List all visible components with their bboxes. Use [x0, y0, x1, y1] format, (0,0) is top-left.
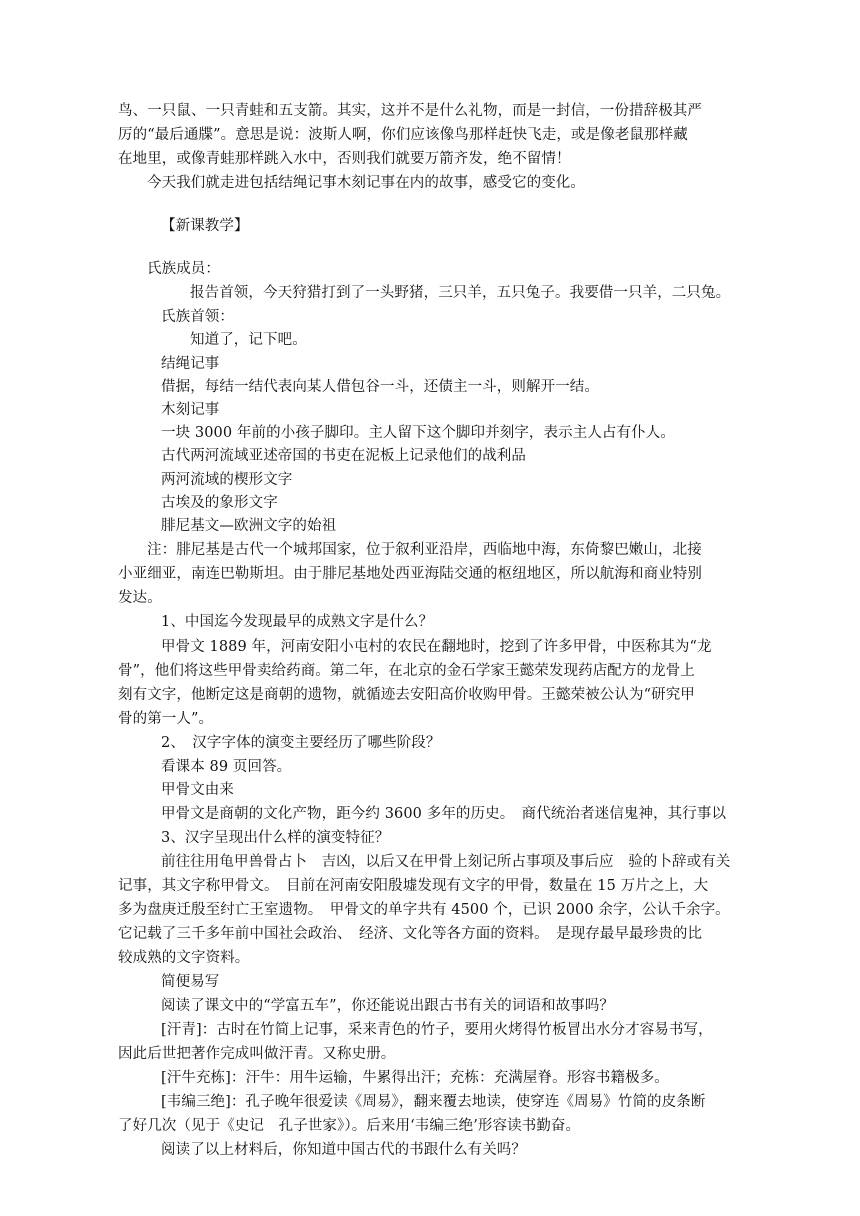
question-line: 1、中国迄今发现最早的成熟文字是什么？	[161, 614, 434, 630]
paragraph-line: 骨”，他们将这些甲骨卖给药商。第二年，在北京的金石学家王懿荣发现药店配方的龙骨上	[118, 663, 695, 679]
paragraph-line: 借据，每结一结代表向某人借包谷一斗，还债主一斗，则解开一结。	[161, 379, 599, 395]
paragraph-line: 多为盘庚迁殷至纣亡王室遗物。 甲骨文的单字共有 4500 个，已识 2000 余字，公认千余字。	[118, 902, 730, 918]
paragraph-line: 刻有文字，他断定这是商朝的遗物，就循迹去安阳高价收购甲骨。王懿荣被公认为“研究甲	[118, 687, 695, 703]
question-line: 阅读了以上材料后，你知道中国古代的书跟什么有关吗？	[161, 1142, 526, 1158]
note-line: 注：腓尼基是古代一个城邦国家，位于叙利亚沿岸，西临地中海，东倚黎巴嫩山，北接	[147, 542, 702, 558]
paragraph-line: 记事，其文字称甲骨文。 目前在河南安阳殷墟发现有文字的甲骨，数量在 15 万片之上，大	[118, 878, 709, 894]
paragraph-line: 一块 3000 年前的小孩子脚印。主人留下这个脚印并刻字，表示主人占有仆人。	[161, 425, 675, 441]
paragraph-line: 厉的“最后通牒”。意思是说：波斯人啊，你们应该像鸟那样赶快飞走，或是像老鼠那样藏	[118, 127, 688, 143]
paragraph-line: [韦编三绝]：孔子晚年很爱读《周易》，翻来覆去地读，使穿连《周易》竹简的皮条断	[161, 1094, 706, 1110]
paragraph-line: 骨的第一人”。	[118, 711, 214, 727]
paragraph-line: 看课本 89 页回答。	[161, 759, 292, 775]
section-heading: 【新课教学】	[161, 218, 249, 234]
paragraph-line: 鸟、一只鼠、一只青蛙和五支箭。其实，这并不是什么礼物，而是一封信，一份措辞极其严	[118, 103, 702, 119]
paragraph-line: 腓尼基文—欧洲文字的始祖	[161, 518, 337, 534]
topic-heading: 结绳记事	[161, 356, 220, 372]
question-line: 3、汉字呈现出什么样的演变特征？	[161, 830, 390, 846]
topic-heading: 甲骨文由来	[161, 782, 234, 798]
paragraph-line: 阅读了课文中的“学富五车”，你还能说出跟古书有关的词语和故事吗？	[161, 998, 615, 1014]
paragraph-line: 它记载了三千多年前中国社会政治、 经济、文化等各方面的资料。 是现存最早最珍贵的比	[118, 926, 703, 942]
dialogue-line: 报告首领，今天狩猎打到了一头野猪，三只羊，五只兔子。我要借一只羊，二只兔。	[190, 285, 731, 301]
paragraph-line: 古埃及的象形文字	[161, 495, 278, 511]
paragraph-line: 今天我们就走进包括结绳记事木刻记事在内的故事，感受它的变化。	[147, 175, 585, 191]
paragraph-line: 在地里，或像青蛙那样跳入水中，否则我们就要万箭齐发，绝不留情！	[118, 151, 571, 167]
note-line: 发达。	[118, 590, 162, 606]
question-line: 2、 汉字字体的演变主要经历了哪些阶段？	[161, 735, 441, 751]
paragraph-line: 前往往用龟甲兽骨占卜 吉凶，以后又在甲骨上刻记所占事项及事后应 验的卜辞或有关	[161, 854, 731, 870]
paragraph-line: 甲骨文是商朝的文化产物，距今约 3600 多年的历史。 商代统治者迷信鬼神，其行事以	[161, 806, 727, 822]
topic-heading: 简便易写	[161, 974, 220, 990]
note-line: 小亚细亚，南连巴勒斯坦。由于腓尼基地处西亚海陆交通的枢纽地区，所以航海和商业特别	[118, 566, 702, 582]
paragraph-line: 两河流域的楔形文字	[161, 472, 293, 488]
topic-heading: 木刻记事	[161, 402, 220, 418]
paragraph-line: 了好几次（见于《史记 孔子世家》）。后来用‘韦编三绝’形容读书勤奋。	[118, 1118, 581, 1134]
paragraph-line: [汗青]：古时在竹简上记事，采来青色的竹子，要用火烤得竹板冒出水分才容易书写，	[161, 1022, 713, 1038]
paragraph-line: [汗牛充栋]：汗牛：用牛运输，牛累得出汗；充栋：充满屋脊。形容书籍极多。	[161, 1070, 669, 1086]
paragraph-line: 较成熟的文字资料。	[118, 950, 250, 966]
paragraph-line: 古代两河流域亚述帝国的书吏在泥板上记录他们的战利品	[161, 448, 526, 464]
dialogue-line: 知道了，记下吧。	[190, 332, 307, 348]
paragraph-line: 甲骨文 1889 年，河南安阳小屯村的农民在翻地时，挖到了许多甲骨，中医称其为“龙	[161, 639, 712, 655]
paragraph-line: 因此后世把著作完成叫做汗青。又称史册。	[118, 1046, 396, 1062]
speaker-label: 氏族成员：	[147, 261, 220, 277]
speaker-label: 氏族首领：	[161, 309, 234, 325]
